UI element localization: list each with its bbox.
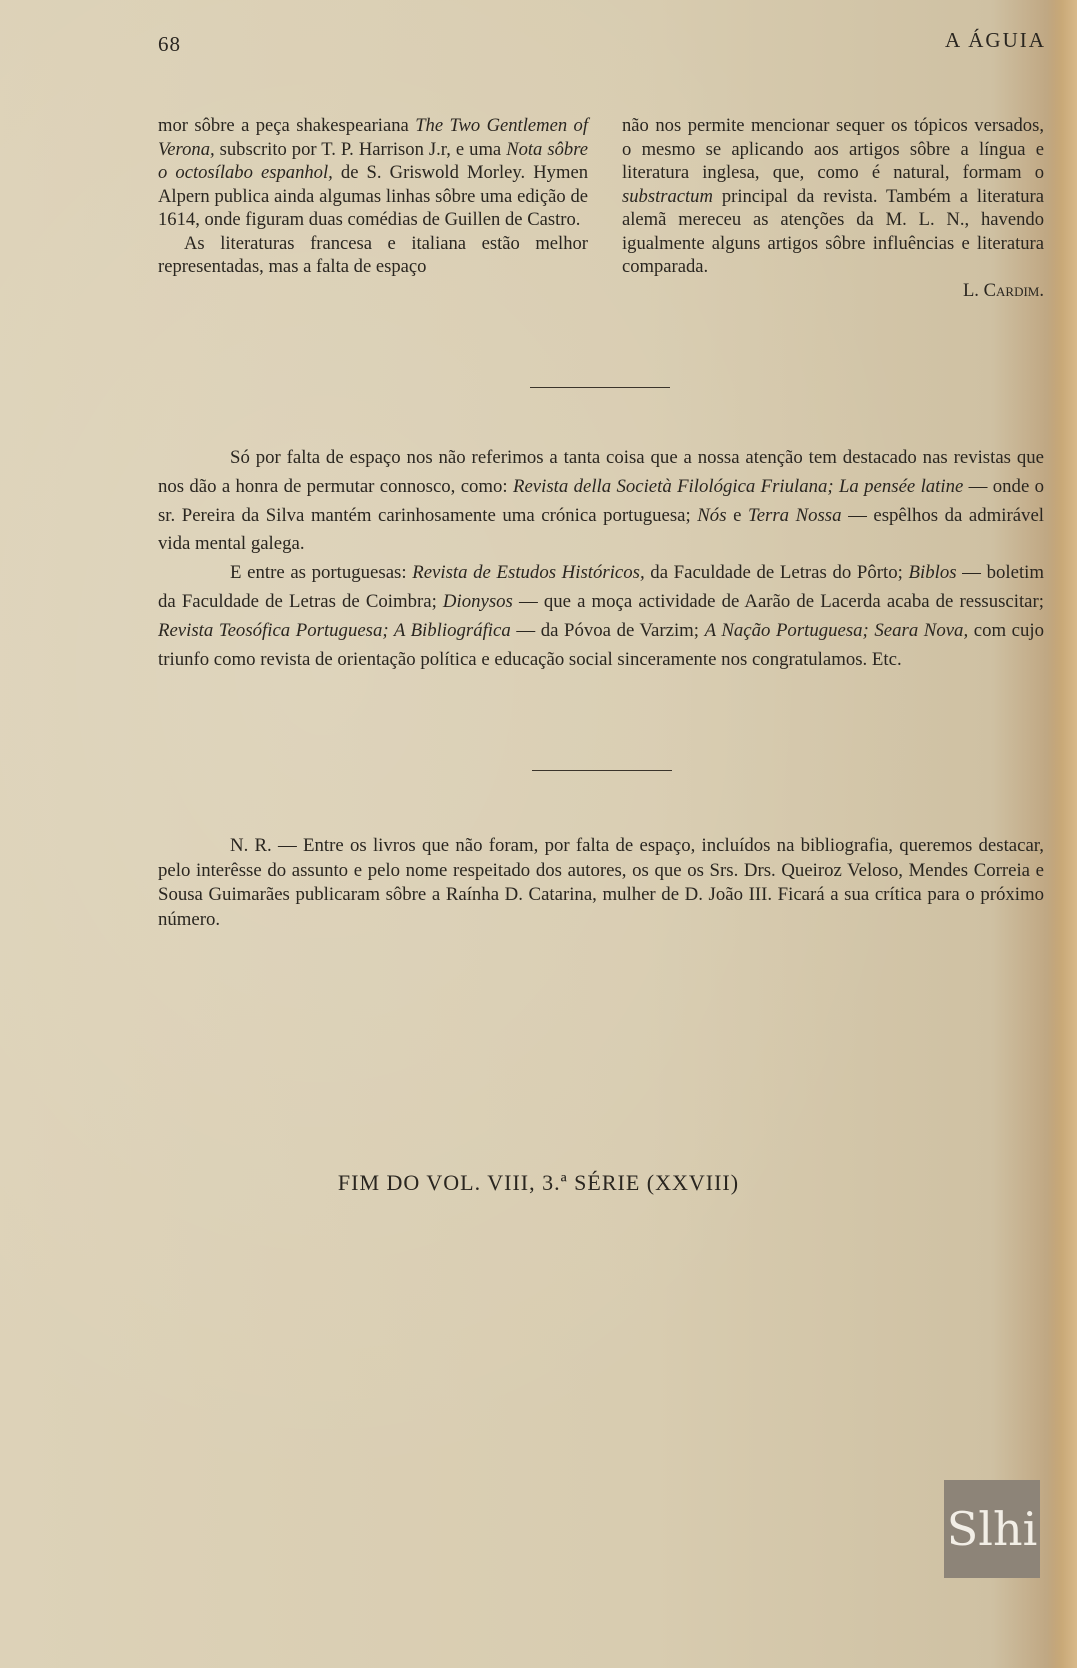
italic-title: Dionysos — [442, 590, 513, 612]
text-run: principal da revista. Também a literatura alemã mereceu as atenções da M. L. N., havendo igualmente alguns artigos sôbre influências e literatura comparada. — [622, 185, 1044, 277]
library-logo: Slhi — [944, 1480, 1040, 1578]
italic-title: substractum — [622, 185, 713, 207]
exchange-journals-section — [158, 444, 1044, 674]
text-run: da Faculdade de Letras do Pôrto; — [644, 562, 909, 584]
section-divider-1 — [530, 387, 670, 388]
page-edge-shadow — [1047, 0, 1077, 1668]
italic-title: Biblos — [908, 562, 957, 584]
text-run: E entre as portuguesas: — [230, 562, 413, 584]
author-signature: L. Cardim. — [962, 279, 1044, 301]
italic-title: Revista Teosófica Portuguesa; A Bibliográfica — [158, 619, 511, 641]
right-paragraph-1 — [622, 114, 1044, 279]
editor-note-paragraph — [158, 834, 1044, 932]
right-column — [622, 114, 1044, 302]
text-run: — espêlhos da admirável vida mental galega. — [158, 504, 1044, 555]
exchange-paragraph-2 — [158, 559, 1044, 674]
section-divider-2 — [532, 770, 672, 771]
italic-title: Terra Nossa — [747, 504, 842, 526]
italic-title: A Nação Portuguesa; Seara Nova, — [704, 619, 969, 641]
exchange-paragraph-1 — [158, 444, 1044, 559]
left-paragraph-2 — [158, 232, 588, 279]
text-run: — boletim da Faculdade de Letras de Coimbra; — [158, 562, 1044, 612]
text-run: mor sôbre a peça shakespeariana — [158, 115, 416, 136]
text-run: subscrito por T. P. Harrison J.r, e uma — [214, 138, 507, 160]
text-run: — que a moça actividade de Aarão de Lacerda acaba de ressuscitar; — [512, 590, 1044, 612]
text-run: — onde o sr. Pereira da Silva mantém carinhosamente uma crónica portuguesa; — [158, 475, 1044, 526]
editor-note-section — [158, 834, 1044, 932]
text-run: com cujo triunfo como revista de orientação política e educação social sinceramente nos congratulamos. Etc. — [158, 619, 1044, 670]
text-run: N. R. — Entre os livros que não foram, por falta de espaço, incluídos na bibliografia, queremos destacar, pelo interêsse do assunto e pelo nome respeitado dos autores, os que os Srs. Drs. Queiroz Veloso, Mendes Correia e Sousa Guimarães publicaram sôbre a Raínha D. Catarina, mulher de D. João III. Ficará a sua crítica para o próximo número. — [158, 835, 1044, 930]
volume-end-colophon: FIM DO VOL. VIII, 3.ª SÉRIE (XXVIII) — [337, 1170, 740, 1195]
left-column — [158, 114, 588, 279]
left-paragraph-1 — [158, 114, 588, 232]
italic-title: Nota sôbre o octosílabo espanhol, — [158, 138, 588, 183]
text-run: de S. Griswold Morley. Hymen Alpern publica ainda algumas linhas sôbre uma edição de 1614, onde figuram duas comédias de Guillen de Castro. — [158, 162, 588, 230]
italic-title: Nós — [697, 504, 727, 526]
text-run: Só por falta de espaço nos não referimos a tanta coisa que a nossa atenção tem destacado nas revistas que nos dão a honra de permutar connosco, como: — [158, 447, 1044, 497]
italic-title: The Two Gentlemen of Verona, — [158, 115, 589, 160]
text-run: As literaturas francesa e italiana estão melhor representadas, mas a falta de espaço — [158, 232, 588, 277]
running-head: A ÁGUIA — [945, 28, 1046, 52]
page-number: 68 — [158, 32, 181, 56]
text-run: e — [726, 504, 748, 526]
italic-title: Revista de Estudos Históricos, — [412, 562, 645, 584]
text-run: não nos permite mencionar sequer os tópicos versados, o mesmo se aplicando aos artigos sôbre a língua e literatura inglesa, que, como é natural, formam o — [622, 115, 1044, 183]
text-run: — da Póvoa de Varzim; — [510, 619, 705, 641]
italic-title: Revista della Società Filológica Friulana; La pensée latine — [512, 475, 964, 497]
